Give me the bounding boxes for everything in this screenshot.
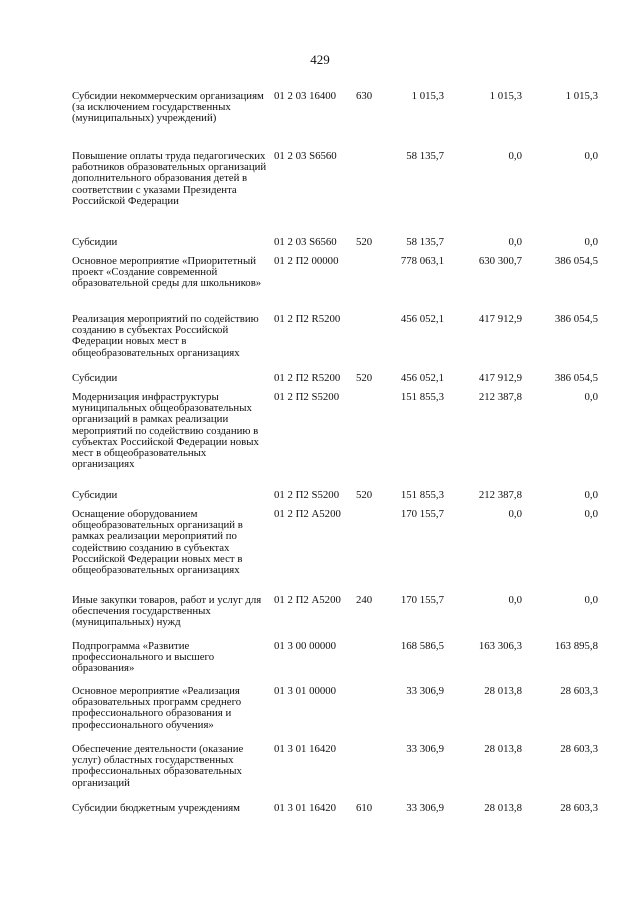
row-value-3: 386 054,5 xyxy=(554,255,598,267)
row-value-1: 170 155,7 xyxy=(400,508,444,520)
row-value-3: 0,0 xyxy=(584,489,598,501)
row-code: 01 2 П2 00000 xyxy=(274,255,339,267)
row-code: 01 3 01 16420 xyxy=(274,802,337,814)
row-code: 01 2 03 S6560 xyxy=(274,236,337,248)
row-value-1: 456 052,1 xyxy=(400,313,444,325)
row-value-1: 151 855,3 xyxy=(400,489,444,501)
row-value-2: 1 015,3 xyxy=(489,90,522,102)
row-value-3: 386 054,5 xyxy=(554,372,598,384)
row-value-1: 33 306,9 xyxy=(406,802,444,814)
row-value-2: 28 013,8 xyxy=(484,802,522,814)
row-code: 01 2 П2 R5200 xyxy=(274,313,341,325)
row-code: 01 2 03 S6560 xyxy=(274,150,337,162)
row-code: 01 2 03 16400 xyxy=(274,90,337,102)
row-name: Субсидии некоммерческим организациям (за исключением государственных (муниципальных) учреждений) xyxy=(72,90,264,125)
row-name: Повышение оплаты труда педагогических работников образовательных организаций дополнительного образования детей в соответствии с указами Президента Российской Федерации xyxy=(72,150,267,207)
row-name: Оснащение оборудованием общеобразовательных организаций в рамках реализации мероприятий по содействию созданию в субъектах Российской Федерации новых мест в общеобразовательных организациях xyxy=(72,508,243,577)
row-code: 01 2 П2 S5200 xyxy=(274,391,340,403)
row-value-1: 33 306,9 xyxy=(406,685,444,697)
row-value-3: 0,0 xyxy=(584,391,598,403)
row-name: Подпрограмма «Развитие профессионального и высшего образования» xyxy=(72,640,215,675)
row-code: 01 3 01 00000 xyxy=(274,685,337,697)
row-name: Субсидии xyxy=(72,372,118,384)
row-value-1: 151 855,3 xyxy=(400,391,444,403)
row-value-1: 456 052,1 xyxy=(400,372,444,384)
row-name: Реализация мероприятий по содействию созданию в субъектах Российской Федерации новых мест в общеобразовательных организациях xyxy=(72,313,259,359)
row-value-3: 1 015,3 xyxy=(565,90,598,102)
row-value-1: 778 063,1 xyxy=(400,255,444,267)
row-value-2: 212 387,8 xyxy=(478,391,522,403)
row-value-3: 386 054,5 xyxy=(554,313,598,325)
row-value-2: 417 912,9 xyxy=(478,313,522,325)
row-vr: 240 xyxy=(356,594,373,606)
row-vr: 520 xyxy=(356,489,373,501)
row-code: 01 2 П2 S5200 xyxy=(274,489,340,501)
row-code: 01 2 П2 А5200 xyxy=(274,508,341,520)
row-name: Субсидии xyxy=(72,489,118,501)
row-code: 01 3 01 16420 xyxy=(274,743,337,755)
row-vr: 610 xyxy=(356,802,373,814)
row-vr: 520 xyxy=(356,236,373,248)
row-value-3: 0,0 xyxy=(584,150,598,162)
row-value-3: 0,0 xyxy=(584,594,598,606)
row-value-2: 212 387,8 xyxy=(478,489,522,501)
row-value-1: 58 135,7 xyxy=(406,150,444,162)
row-vr: 630 xyxy=(356,90,373,102)
row-value-1: 58 135,7 xyxy=(406,236,444,248)
row-value-2: 0,0 xyxy=(508,150,522,162)
row-name: Субсидии xyxy=(72,236,118,248)
row-name: Основное мероприятие «Реализация образовательных программ среднего профессионального образования и профессионального обучения» xyxy=(72,685,242,731)
row-value-3: 28 603,3 xyxy=(560,802,598,814)
row-value-2: 0,0 xyxy=(508,508,522,520)
row-value-2: 28 013,8 xyxy=(484,685,522,697)
row-value-2: 630 300,7 xyxy=(478,255,522,267)
row-value-2: 28 013,8 xyxy=(484,743,522,755)
row-code: 01 2 П2 R5200 xyxy=(274,372,341,384)
row-value-3: 28 603,3 xyxy=(560,743,598,755)
row-name: Иные закупки товаров, работ и услуг для обеспечения государственных (муниципальных) нужд xyxy=(72,594,262,629)
row-value-1: 168 586,5 xyxy=(400,640,444,652)
row-value-1: 1 015,3 xyxy=(411,90,444,102)
row-value-3: 0,0 xyxy=(584,236,598,248)
row-value-2: 0,0 xyxy=(508,594,522,606)
row-value-3: 28 603,3 xyxy=(560,685,598,697)
row-name: Основное мероприятие «Приоритетный проект «Создание современной образовательной среды для школьников» xyxy=(72,255,262,290)
row-code: 01 3 00 00000 xyxy=(274,640,337,652)
row-value-1: 170 155,7 xyxy=(400,594,444,606)
row-value-1: 33 306,9 xyxy=(406,743,444,755)
row-value-3: 163 895,8 xyxy=(554,640,598,652)
row-value-2: 417 912,9 xyxy=(478,372,522,384)
row-code: 01 2 П2 А5200 xyxy=(274,594,341,606)
row-value-2: 0,0 xyxy=(508,236,522,248)
row-value-3: 0,0 xyxy=(584,508,598,520)
page-number: 429 xyxy=(310,52,330,67)
row-value-2: 163 306,3 xyxy=(478,640,522,652)
row-vr: 520 xyxy=(356,372,373,384)
row-name: Обеспечение деятельности (оказание услуг) областных государственных профессиональных образовательных организаций xyxy=(72,743,244,789)
row-name: Модернизация инфраструктуры муниципальных общеобразовательных организаций в рамках реализации мероприятий по содействию созданию в субъектах Российской Федерации новых мест в общеобразовательных организациях xyxy=(72,391,259,471)
row-name: Субсидии бюджетным учреждениям xyxy=(72,802,241,814)
